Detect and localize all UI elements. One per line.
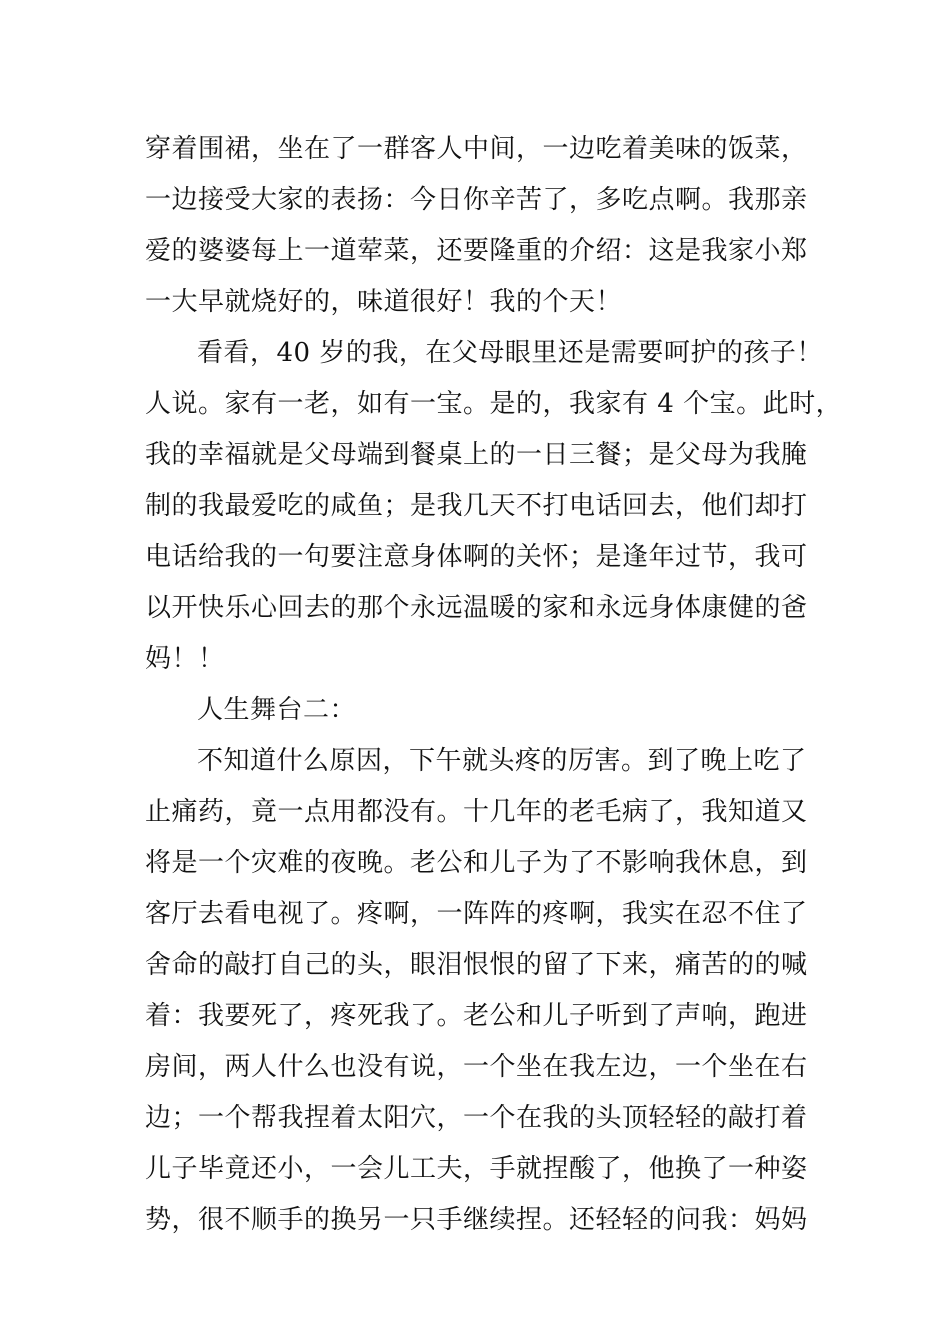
text-line-18: 着：我要死了，疼死我了。老公和儿子听到了声响，跑进 — [145, 1001, 808, 1031]
section-heading: 人生舞台二： — [197, 695, 357, 725]
text-line-8: 制的我最爱吃的咸鱼；是我几天不打电话回去，他们却打 — [145, 491, 808, 521]
text-line-20: 边；一个帮我捏着太阳穴，一个在我的头顶轻轻的敲打着 — [145, 1103, 808, 1133]
text-line-15: 将是一个灾难的夜晚。老公和儿子为了不影响我休息，到 — [145, 848, 808, 878]
text-line-21: 儿子毕竟还小，一会儿工夫，手就捏酸了，他换了一种姿 — [145, 1154, 808, 1184]
text-line-6: 人说。家有一老，如有一宝。是的，我家有 4 个宝。此时， — [145, 389, 843, 419]
text-line-10: 以开快乐心回去的那个永远温暖的家和永远身体康健的爸 — [145, 593, 808, 623]
text-line-5: 看看，40 岁的我，在父母眼里还是需要呵护的孩子！ — [197, 338, 823, 368]
body-text — [145, 124, 843, 1246]
text-line-3: 爱的婆婆每上一道荤菜，还要隆重的介绍：这是我家小郑 — [145, 236, 808, 266]
text-line-13: 不知道什么原因，下午就头疼的厉害。到了晚上吃了 — [197, 746, 807, 776]
text-line-17: 舍命的敲打自己的头，眼泪恨恨的留了下来，痛苦的的喊 — [145, 950, 808, 980]
text-line-2: 一边接受大家的表扬：今日你辛苦了，多吃点啊。我那亲 — [145, 185, 808, 215]
text-line-22: 势，很不顺手的换另一只手继续捏。还轻轻的问我：妈妈 — [145, 1205, 808, 1235]
text-line-14: 止痛药，竟一点用都没有。十几年的老毛病了，我知道又 — [145, 797, 808, 827]
text-line-1: 穿着围裙，坐在了一群客人中间，一边吃着美味的饭菜， — [145, 134, 808, 164]
text-line-16: 客厅去看电视了。疼啊，一阵阵的疼啊，我实在忍不住了 — [145, 899, 808, 929]
text-line-11: 妈！！ — [145, 644, 225, 674]
text-line-7: 我的幸福就是父母端到餐桌上的一日三餐；是父母为我腌 — [145, 440, 808, 470]
text-line-4: 一大早就烧好的，味道很好！我的个天！ — [145, 287, 623, 317]
text-line-9: 电话给我的一句要注意身体啊的关怀；是逢年过节，我可 — [145, 542, 808, 572]
text-line-19: 房间，两人什么也没有说，一个坐在我左边，一个坐在右 — [145, 1052, 808, 1082]
